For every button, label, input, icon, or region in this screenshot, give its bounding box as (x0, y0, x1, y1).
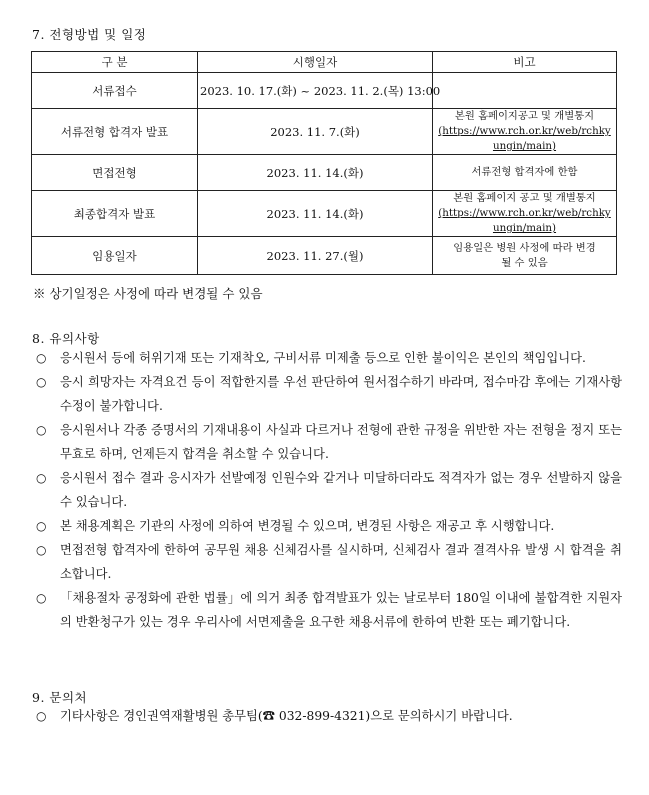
schedule-section-title: 7. 전형방법 및 일정 (32, 27, 147, 42)
header-remark: 비고 (433, 52, 617, 73)
row-date: 2023. 10. 17.(화) ~ 2023. 11. 2.(목) 13:00 (198, 73, 433, 109)
row-stage: 서류전형 합격자 발표 (32, 109, 198, 155)
list-item (36, 370, 622, 418)
note-text: 응시원서 등에 허위기재 또는 기재착오, 구비서류 미제출 등으로 인한 불이익은 본인의 책임입니다. (60, 351, 586, 365)
bullet-icon: ○ (36, 375, 47, 389)
table-header-row (32, 52, 617, 73)
bullet-icon: ○ (36, 591, 47, 605)
row-remark: 서류전형 합격자에 한함 (433, 155, 617, 191)
row-date: 2023. 11. 27.(월) (198, 237, 433, 275)
table-row (32, 155, 617, 191)
list-item (36, 538, 622, 586)
list-item (36, 418, 622, 466)
row-remark (433, 73, 617, 109)
table-row (32, 237, 617, 275)
bullet-icon: ○ (36, 471, 47, 485)
header-category: 구 분 (32, 52, 198, 73)
row-stage: 최종합격자 발표 (32, 191, 198, 237)
contact-section-title: 9. 문의처 (32, 690, 88, 705)
contact-text: 기타사항은 경인권역재활병원 총무팀(☎ 032-899-4321)으로 문의하시기 바랍니다. (60, 709, 513, 723)
row-stage: 임용일자 (32, 237, 198, 275)
row-remark: 임용일은 병원 사정에 따라 변경될 수 있음 (433, 237, 617, 275)
bullet-icon: ○ (36, 543, 47, 557)
notes-list (36, 346, 622, 634)
note-text: 본 채용계획은 기관의 사정에 의하여 변경될 수 있으며, 변경된 사항은 재공고 후 시행합니다. (60, 519, 555, 533)
homepage-link[interactable]: (https://www.rch.or.kr/web/rchkyungin/main) (438, 125, 611, 152)
row-date: 2023. 11. 14.(화) (198, 155, 433, 191)
bullet-icon: ○ (36, 351, 47, 365)
list-item (36, 514, 622, 538)
row-remark (433, 191, 617, 237)
bullet-icon: ○ (36, 519, 47, 533)
remark-text: 본원 홈페이지 공고 및 개별통지 (453, 192, 596, 204)
note-text: 면접전형 합격자에 한하여 공무원 채용 신체검사를 실시하며, 신체검사 결과 결격사유 발생 시 합격을 취소합니다. (60, 543, 622, 581)
contact-list (36, 704, 622, 728)
notes-section-title: 8. 유의사항 (32, 331, 100, 346)
note-text: 응시 희망자는 자격요건 등이 적합한지를 우선 판단하여 원서접수하기 바라며, 접수마감 후에는 기재사항 수정이 불가합니다. (60, 375, 622, 413)
remark-text: 본원 홈페이지공고 및 개별통지 (454, 110, 595, 122)
list-item (36, 346, 622, 370)
homepage-link[interactable]: (https://www.rch.or.kr/web/rchkyungin/main) (438, 207, 611, 234)
list-item (36, 586, 622, 634)
row-date: 2023. 11. 14.(화) (198, 191, 433, 237)
bullet-icon: ○ (36, 423, 47, 437)
bullet-icon: ○ (36, 709, 47, 723)
row-date: 2023. 11. 7.(화) (198, 109, 433, 155)
note-text: 응시원서나 각종 증명서의 기재내용이 사실과 다르거나 전형에 관한 규정을 위반한 자는 전형을 정지 또는 무효로 하며, 언제든지 합격을 취소할 수 있습니다. (60, 423, 622, 461)
row-stage: 면접전형 (32, 155, 198, 191)
schedule-note: ※ 상기일정은 사정에 따라 변경될 수 있음 (33, 286, 263, 301)
list-item (36, 466, 622, 514)
row-stage: 서류접수 (32, 73, 198, 109)
schedule-table (31, 51, 617, 275)
list-item (36, 704, 622, 728)
header-date: 시행일자 (198, 52, 433, 73)
note-text: 「채용절차 공정화에 관한 법률」에 의거 최종 합격발표가 있는 날로부터 180일 이내에 불합격한 지원자의 반환청구가 있는 경우 우리사에 서면제출을 요구한 채용서류에 한하여 반환 또는 폐기합니다. (60, 591, 622, 629)
table-row (32, 109, 617, 155)
row-remark (433, 109, 617, 155)
note-text: 응시원서 접수 결과 응시자가 선발예정 인원수와 같거나 미달하더라도 적격자가 없는 경우 선발하지 않을 수 있습니다. (60, 471, 622, 509)
table-row (32, 73, 617, 109)
table-row (32, 191, 617, 237)
